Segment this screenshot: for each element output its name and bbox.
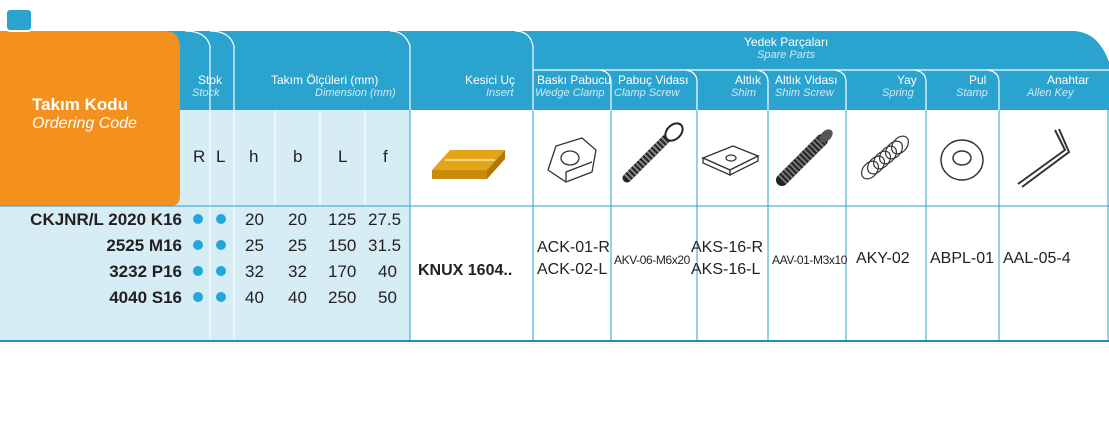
allen-key-value: AAL-05-4 xyxy=(1003,250,1071,267)
insert-title: Kesici Uç xyxy=(465,73,516,87)
shim-r: AKS-16-R xyxy=(691,239,764,256)
cell-f: 50 xyxy=(378,288,397,307)
stock-dot-r xyxy=(193,266,203,276)
ordering-code-subtitle: Ordering Code xyxy=(32,115,137,132)
corner-marker xyxy=(6,9,32,31)
part-header-clamp-screw: Pabuç Vidası xyxy=(618,73,689,87)
row-code: CKJNR/L 2020 K16 xyxy=(30,210,182,229)
col-l: L xyxy=(216,147,226,166)
cell-length: 125 xyxy=(328,210,357,229)
cell-length: 150 xyxy=(328,236,357,255)
ordering-code-title: Takım Kodu xyxy=(32,95,129,114)
part-header-stamp: Pul xyxy=(969,73,987,87)
cell-f: 27.5 xyxy=(368,210,402,229)
part-subheader-wedge-clamp: Wedge Clamp xyxy=(535,87,605,99)
stock-title: Stok xyxy=(198,73,223,87)
part-subheader-allen-key: Allen Key xyxy=(1027,87,1074,99)
col-r: R xyxy=(193,147,206,166)
part-header-shim-screw: Altlık Vidası xyxy=(775,73,838,87)
cell-h: 32 xyxy=(245,262,264,281)
part-subheader-spring: Spring xyxy=(882,87,914,99)
spare-parts-title: Yedek Parçaları xyxy=(744,35,829,49)
part-header-allen-key: Anahtar xyxy=(1047,73,1090,87)
stock-dot-r xyxy=(193,292,203,302)
dimension-title: Takım Ölçüleri (mm) xyxy=(271,73,379,87)
col-b: b xyxy=(293,147,303,166)
cell-h: 40 xyxy=(245,288,264,307)
shim-screw-value: AAV-01-M3x10 xyxy=(772,253,848,267)
stock-dot-r xyxy=(193,240,203,250)
stock-dot-l xyxy=(216,240,226,250)
cell-f: 40 xyxy=(378,262,397,281)
cell-length: 250 xyxy=(328,288,357,307)
washer-icon xyxy=(941,140,983,180)
stock-dot-l xyxy=(216,214,226,224)
part-header-wedge-clamp: Baskı Pabucu xyxy=(537,73,612,87)
wedge-clamp-l: ACK-02-L xyxy=(537,261,608,278)
cell-f: 31.5 xyxy=(368,236,402,255)
part-header-shim: Altlık xyxy=(735,73,762,87)
part-subheader-clamp-screw: Clamp Screw xyxy=(614,87,680,99)
part-subheader-shim: Shim xyxy=(731,87,757,99)
stock-dot-l xyxy=(216,266,226,276)
col-length: L xyxy=(338,147,348,166)
dimension-subtitle: Dimension (mm) xyxy=(315,87,396,99)
cell-b: 32 xyxy=(288,262,307,281)
cell-h: 20 xyxy=(245,210,264,229)
part-header-spring: Yay xyxy=(897,73,917,87)
clamp-screw-value: AKV-06-M6x20 xyxy=(614,253,690,267)
stock-dot-r xyxy=(193,214,203,224)
cell-b: 25 xyxy=(288,236,307,255)
row-code: 4040 S16 xyxy=(109,288,182,307)
wedge-clamp-r: ACK-01-R xyxy=(537,239,610,256)
stock-dot-l xyxy=(216,292,226,302)
cell-b: 40 xyxy=(288,288,307,307)
cell-b: 20 xyxy=(288,210,307,229)
row-code: 3232 P16 xyxy=(109,262,182,281)
col-f: f xyxy=(383,147,388,166)
stock-subtitle: Stock xyxy=(192,87,220,99)
part-subheader-shim-screw: Shim Screw xyxy=(775,87,834,99)
spare-parts-subtitle: Spare Parts xyxy=(757,49,816,61)
col-h: h xyxy=(249,147,259,166)
spring-value: AKY-02 xyxy=(856,250,910,267)
stamp-value: ABPL-01 xyxy=(930,250,995,267)
row-code: 2525 M16 xyxy=(106,236,182,255)
cell-h: 25 xyxy=(245,236,264,255)
insert-subtitle: Insert xyxy=(486,87,514,99)
insert-value: KNUX 1604.. xyxy=(418,262,513,279)
part-subheader-stamp: Stamp xyxy=(956,87,988,99)
shim-l: AKS-16-L xyxy=(691,261,761,278)
cell-length: 170 xyxy=(328,262,357,281)
